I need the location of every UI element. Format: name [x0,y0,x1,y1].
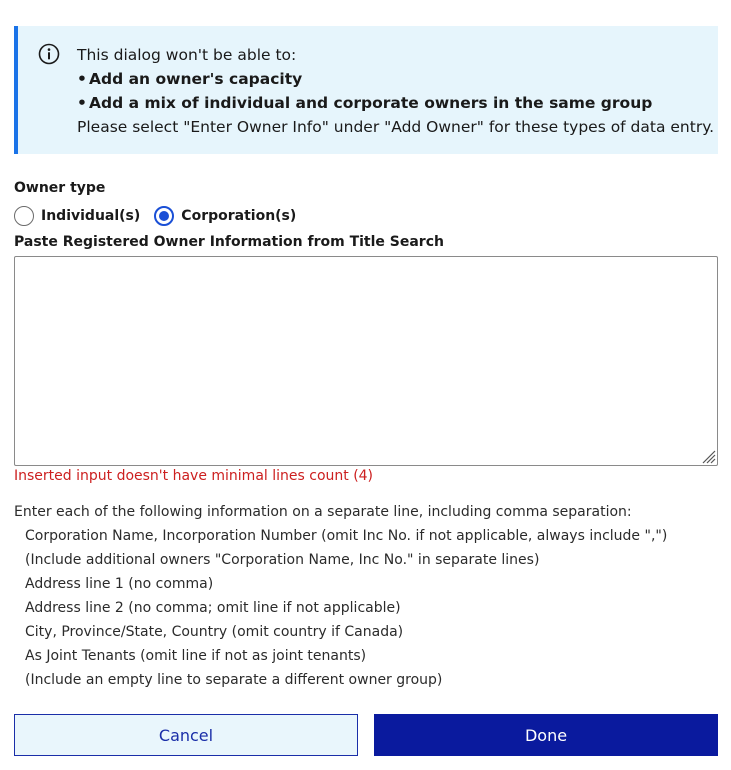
radio-individual[interactable] [14,206,140,226]
instruction-line: Address line 2 (no comma; omit line if not applicable) [25,600,401,616]
resize-grip-icon[interactable] [700,448,716,464]
radio-corporation[interactable] [154,206,296,226]
info-list-item [77,91,714,115]
radio-individual-label[interactable]: Individual(s) [41,208,141,224]
radio-corporation-circle[interactable] [154,206,174,226]
owner-type-label: Owner type [14,180,106,196]
instructions-intro: Enter each of the following information on a separate line, including comma separation: [14,504,632,520]
instructions [14,500,667,692]
info-footer: Please select "Enter Owner Info" under "Add Owner" for these types of data entry. [77,118,715,136]
done-button[interactable]: Done [374,714,718,756]
info-list [77,67,714,115]
instructions-list [14,524,667,692]
validation-error: Inserted input doesn't have minimal lines count (4) [14,468,374,484]
info-item-capacity: Add an owner's capacity [89,70,303,88]
info-list-item [77,67,714,91]
radio-individual-circle[interactable] [14,206,34,226]
info-text [77,43,714,139]
instruction-line: (Include an empty line to separate a different owner group) [25,672,443,688]
bullet-icon: • [77,70,87,88]
paste-owner-info-textarea[interactable] [14,256,718,466]
info-circle-icon [38,43,60,65]
paste-label: Paste Registered Owner Information from Title Search [14,234,444,250]
info-notice [14,26,718,154]
info-item-mixed-owners: Add a mix of individual and corporate owners in the same group [89,94,653,112]
instruction-line: Address line 1 (no comma) [25,576,214,592]
instruction-line: As Joint Tenants (omit line if not as joint tenants) [25,648,367,664]
owner-type-radio-group [14,205,296,227]
bullet-icon: • [77,94,87,112]
info-title: This dialog won't be able to: [77,46,297,64]
instruction-line: City, Province/State, Country (omit country if Canada) [25,624,404,640]
radio-corporation-label[interactable]: Corporation(s) [181,208,297,224]
instruction-line: (Include additional owners "Corporation Name, Inc No." in separate lines) [25,552,540,568]
instruction-line: Corporation Name, Incorporation Number (omit Inc No. if not applicable, always include ",") [25,528,668,544]
cancel-button[interactable]: Cancel [14,714,358,756]
